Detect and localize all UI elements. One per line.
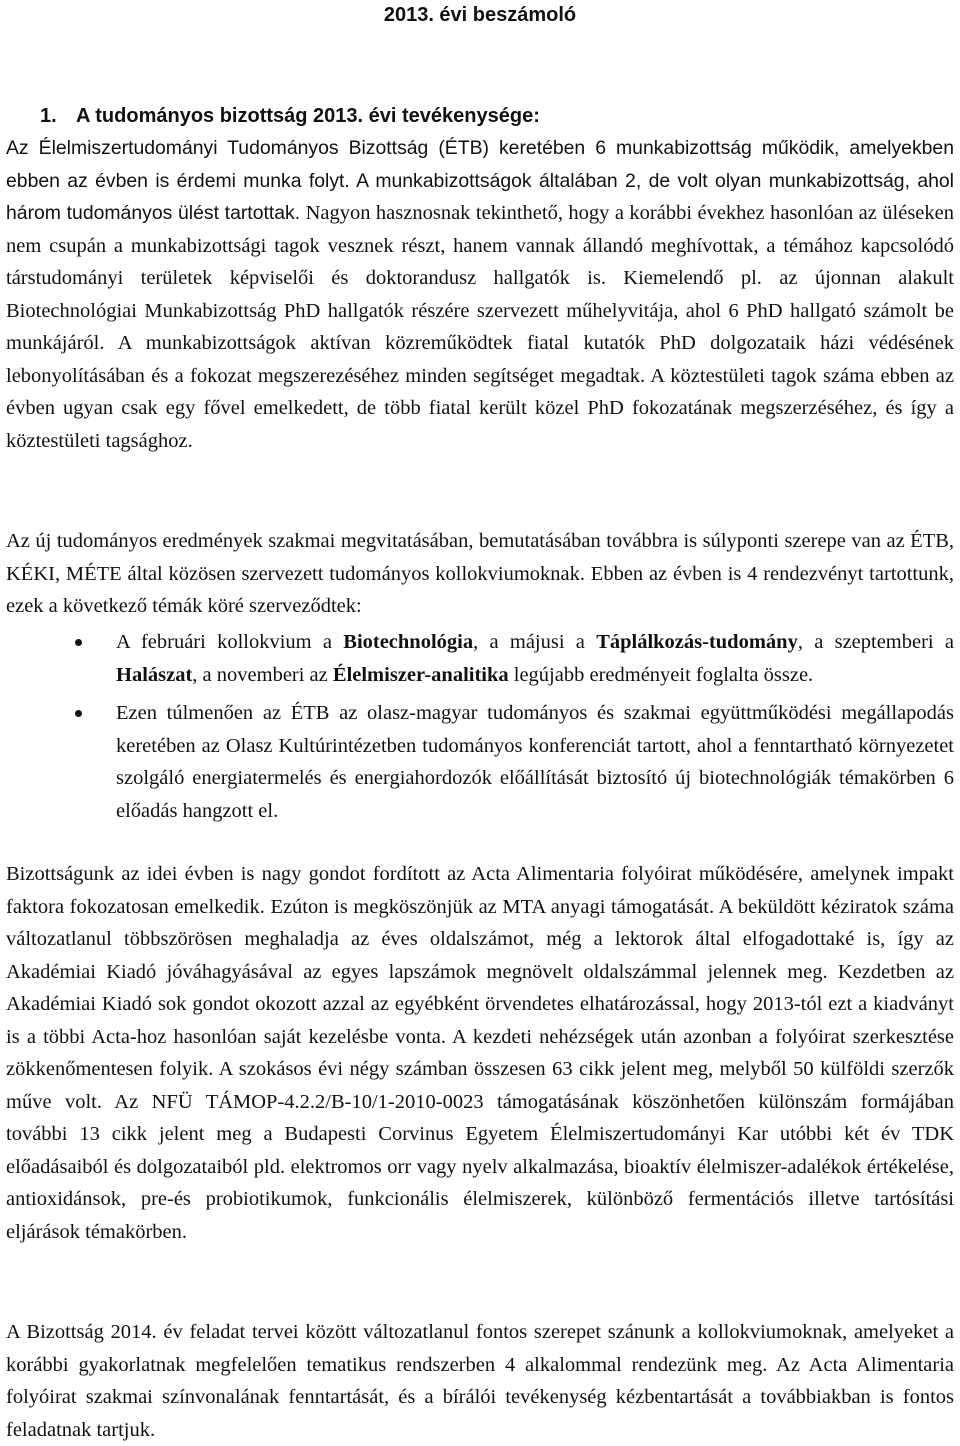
document-title: 2013. évi beszámoló (383, 4, 577, 26)
list-item (0, 626, 954, 691)
paragraph-activities-serif: Nagyon hasznosnak tekinthető, hogy a korábbi évekhez hasonlóan az üléseken nem csupán a munkabizottsági tagok vesznek részt, hanem vannak állandó meghívottak, a témához kapcsolódó társtudományi területek képviselői és doktorandusz hallgatók is. Kiemelendő pl. az újonnan alakult Biotechnológiai Munkabizottság PhD hallgatók részére szervezett műhelyvitája, ahol 6 PhD hallgató számolt be munkájáról. A munkabizottságok aktívan közreműködtek fiatal kutatók PhD dolgozataik házi védésének lebonyolításában és a fokozat megszerezéséhez minden segítséget megadtak. A köztestületi tagok száma ebben az évben ugyan csak egy fővel emelkedett, de több fiatal került közel PhD fokozatának megszerzéséhez, és így a köztestületi tagsághoz. (6, 202, 954, 452)
section-number: 1. (40, 105, 57, 127)
list-item-text: Ezen túlmenően az ÉTB az olasz-magyar tudományos és szakmai együttműködési megállapodás keretében az Olasz Kultúrintézetben tudományos konferenciát tartott, ahol a fenntartható környezetet szolgáló energiatermelés és energiahordozók előállítását biztosító új biotechnológiák témakörben 6 előadás hangzott el. (116, 702, 954, 822)
paragraph-plans-2014: A Bizottság 2014. év feladat tervei között változatlanul fontos szerepet szánunk a kollokviumoknak, amelyeket a korábbi gyakorlatnak megfelelően tematikus rendszerben 4 alkalommal rendezünk meg. Az Acta Alimentaria folyóirat szakmai színvonalának fenntartását, és a bírálói tevékenység kézbentartását a továbbiakban is fontos feladatnak tartjuk. (6, 1321, 954, 1441)
bullet-icon (75, 639, 82, 646)
list-item-text: , a májusi a (473, 631, 597, 653)
topic-food-analytics: Élelmiszer-analitika (332, 663, 509, 686)
section-heading-colon: : (533, 105, 540, 127)
topic-nutrition-science: Táplálkozás-tudomány (596, 631, 798, 653)
bullet-icon (75, 710, 82, 717)
list-item-text: , a szeptemberi a (797, 631, 954, 653)
paragraph-colloquia: Az új tudományos eredmények szakmai megvitatásában, bemutatásában továbbra is súlyponti szerepe van az ÉTB, KÉKI, MÉTE által közösen szervezett tudományos kollokviumoknak. Ebben az évben is 4 rendezvényt tartottunk, ezek a következő témák köré szerveződtek: (6, 530, 954, 617)
section-heading-text: A tudományos bizottság 2013. évi tevékenysége (76, 105, 534, 127)
list-item (0, 697, 954, 827)
list-item-text: legújabb eredményeit foglalta össze. (508, 663, 814, 686)
topic-fishery: Halászat (116, 663, 193, 686)
paragraph-activities-sans: Az Élelmiszertudományi Tudományos Bizottság (ÉTB) keretében 6 munkabizottság működik, amelyekben ebben az évben is érdemi munka folyt. A munkabizottságok általában 2, de volt olyan munkabizottság, ahol három tudományos ülést tartottak. (6, 137, 954, 224)
topic-biotechnology: Biotechnológia (343, 631, 474, 653)
list-item-text: A februári kollokvium a (116, 631, 344, 653)
paragraph-acta-alimentaria: Bizottságunk az idei évben is nagy gondot fordított az Acta Alimentaria folyóirat működésére, amelynek impakt faktora fokozatosan emelkedik. Ezúton is megköszönjük az MTA anyagi támogatását. A beküldött kéziratok száma változatlanul többszörösen meghaladja az éves oldalszámot, még a lektorok által elfogadottaké is, így az Akadémiai Kiadó jóváhagyásával az egyes lapszámok megnövelt oldalszámmal jelennek meg. Kezdetben az Akadémiai Kiadó sok gondot okozott azzal az egyébként örvendetes elhatározással, hogy 2013-tól ezt a kiadványt is a többi Acta-hoz hasonlóan saját kezelésbe vonta. A kezdeti nehézségek után azonban a folyóirat szerkesztése zökkenőmentesen folyik. A szokásos évi négy számban összesen 63 cikk jelent meg, melyből 50 külföldi szerzők műve volt. Az NFÜ TÁMOP-4.2.2/B-10/1-2010-0023 támogatásának köszönhetően különszám formájában további 13 cikk jelent meg a Budapesti Corvinus Egyetem Élelmiszertudományi Kar utóbbi két év TDK előadásaiból és dolgozataiból pld. elektromos orr vagy nyelv alkalmazása, bioaktív élelmiszer-adalékok értékelése, antioxidánsok, pre-és probiotikumok, funkcionális élelmiszerek, különböző fermentációs illetve tartósítási eljárások témakörben. (6, 863, 954, 1243)
list-item-text: , a novemberi az (192, 663, 333, 686)
colloquia-list (0, 626, 954, 833)
paragraph-activities (6, 132, 954, 457)
section-heading (40, 103, 540, 129)
